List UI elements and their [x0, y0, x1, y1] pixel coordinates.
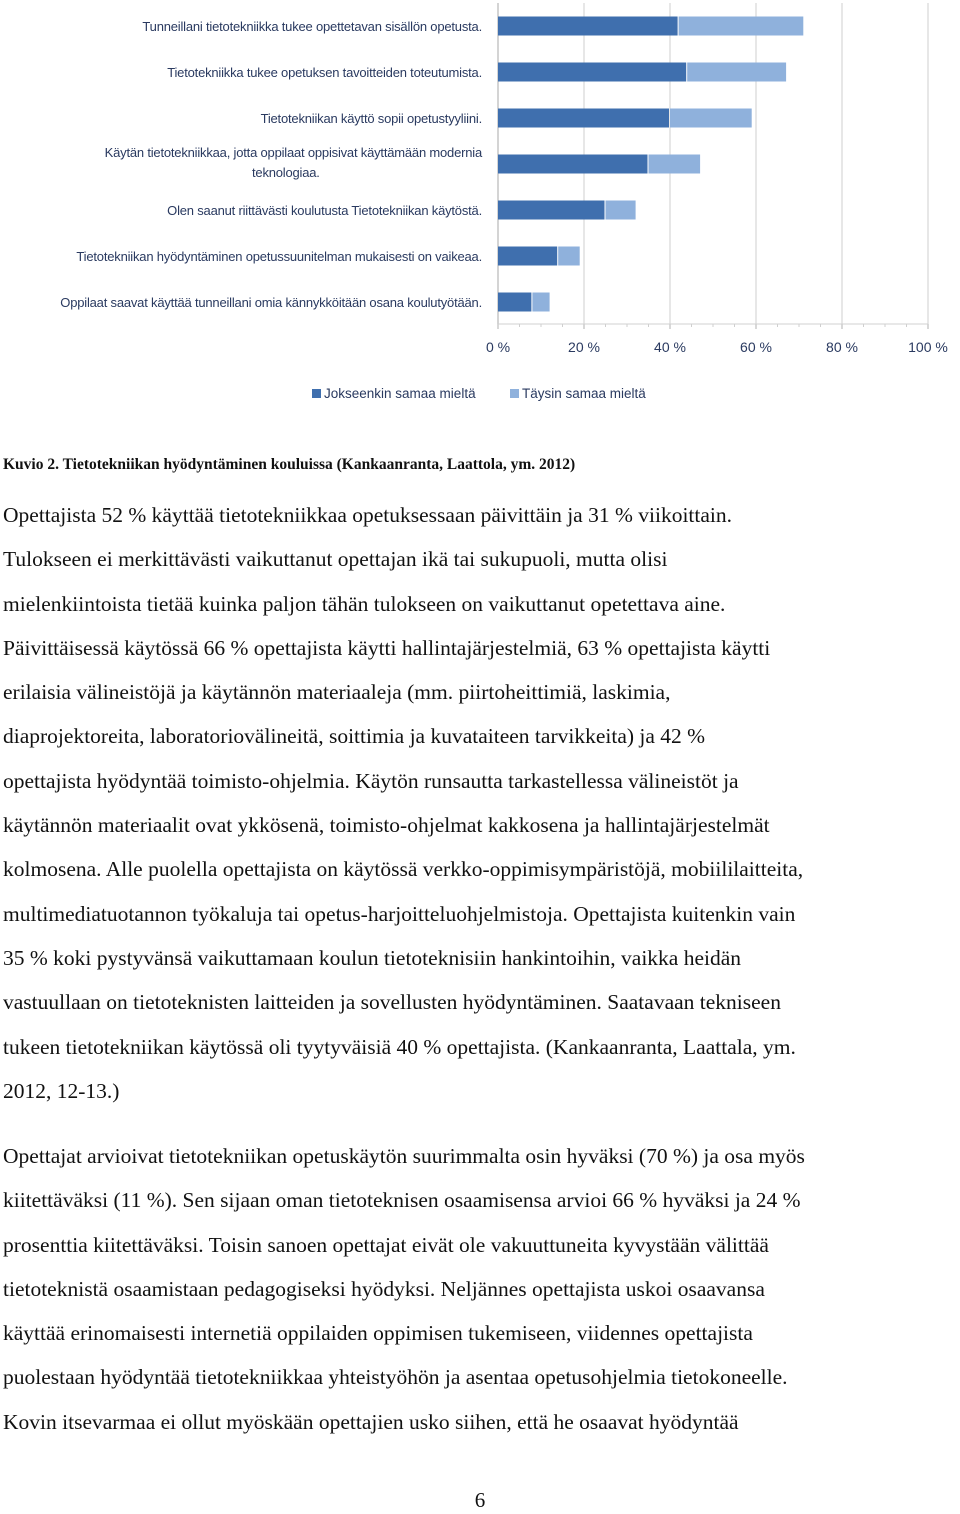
x-tick-label: 40 % [654, 339, 686, 355]
paragraph1-line: tukeen tietotekniikan käytössä oli tyytyväisiä 40 % opettajista. (Kankaanranta, Laattala, ym. [3, 1034, 796, 1059]
legend-label: Jokseenkin samaa mieltä [324, 386, 476, 401]
x-tick-label: 100 % [908, 339, 948, 355]
x-tick-label: 60 % [740, 339, 772, 355]
paragraph1-line: Päivittäisessä käytössä 66 % opettajista käytti hallintajärjestelmiä, 63 % opettajista käytti [3, 635, 771, 660]
paragraph-1 [3, 493, 959, 1113]
bar-jokseenkin [498, 155, 648, 174]
paragraph1-line: multimediatuotannon työkaluja tai opetus-harjoitteluohjelmistoja. Opettajista kuitenkin vain [3, 901, 796, 926]
category-label: Oppilaat saavat käyttää tunneillani omia kännykköitään osana koulutyötään. [60, 295, 482, 310]
bar-taysin [606, 201, 636, 220]
paragraph2-line: käyttää erinomaisesti internetiä oppilaiden oppimisen tukemiseen, viidennes opettajista [3, 1321, 753, 1346]
bar-taysin [679, 17, 804, 36]
bar-jokseenkin [498, 293, 531, 312]
category-label: Tietotekniikan käyttö sopii opetustyyliini. [260, 111, 482, 126]
x-tick-label: 80 % [826, 339, 858, 355]
paragraph1-line: diaprojektoreita, laboratoriovälineitä, soittimia ja kuvataiteen tarvikkeita) ja 42 % [3, 724, 706, 749]
paragraph2-line: tietoteknistä osaamistaan pedagogiseksi hyödyksi. Neljännes opettajista uskoi osaavansa [3, 1276, 765, 1301]
bar-taysin [670, 109, 752, 128]
paragraph2-line: puolestaan hyödyntää tietotekniikkaa yhteistyöhön ja asentaa opetusohjelmia tietokoneelle. [3, 1365, 788, 1390]
paragraph1-line: erilaisia välineistöjä ja käytännön materiaaleja (mm. piirtoheittimiä, laskimia, [3, 680, 671, 705]
x-tick-label: 20 % [568, 339, 600, 355]
paragraph1-line: 2012, 12-13.) [3, 1078, 120, 1103]
bar-taysin [558, 247, 580, 266]
bar-taysin [532, 293, 549, 312]
paragraph1-line: mielenkiintoista tietää kuinka paljon tähän tulokseen on vaikuttanut opetettava aine. [3, 591, 726, 616]
paragraph2-line: Kovin itsevarmaa ei ollut myöskään opettajien usko siihen, että he osaavat hyödyntää [3, 1409, 739, 1434]
category-label: Käytän tietotekniikkaa, jotta oppilaat oppisivat käyttämään modernia [104, 145, 482, 160]
paragraph1-line: vastuullaan on tietoteknisten laitteiden ja sovellusten hyödyntäminen. Saatavaan tekniseen [3, 990, 781, 1015]
paragraph1-line: opettajista hyödyntää toimisto-ohjelmia. Käytön runsautta tarkastellessa välineistöt ja [3, 768, 739, 793]
category-label: Tietotekniikan hyödyntäminen opetussuunitelman mukaisesti on vaikeaa. [76, 249, 482, 264]
bar-taysin [687, 63, 786, 82]
paragraph2-line: kiitettäväksi (11 %). Sen sijaan oman tietoteknisen osaamisensa arvioi 66 % hyväksi ja 24 % [3, 1188, 801, 1213]
survey-bar-chart [0, 0, 960, 420]
paragraph2-line: Opettajat arvioivat tietotekniikan opetuskäytön suurimmalta osin hyväksi (70 %) ja osa myös [3, 1144, 805, 1168]
paragraph2-line: prosenttia kiitettäväksi. Toisin sanoen opettajat eivät ole vakuuttuneita kyvystään välittää [3, 1232, 769, 1257]
paragraph1-line: kolmosena. Alle puolella opettajista on käytössä verkko-oppimisympäristöjä, mobiililaitteita, [3, 857, 804, 882]
paragraph-2 [3, 1134, 959, 1444]
figure-caption: Kuvio 2. Tietotekniikan hyödyntäminen kouluissa (Kankaanranta, Laattola, ym. 2012) [3, 456, 576, 473]
paragraph1-line: käytännön materiaalit ovat ykkösenä, toimisto-ohjelmat kakkosena ja hallintajärjestelmät [3, 813, 770, 838]
legend-label: Täysin samaa mieltä [522, 386, 646, 401]
legend-swatch [312, 389, 321, 398]
page-number: 6 [474, 1488, 486, 1512]
legend-swatch [510, 389, 519, 398]
category-label: Tietotekniikka tukee opetuksen tavoitteiden toteutumista. [167, 65, 482, 80]
bar-jokseenkin [498, 63, 686, 82]
category-label: teknologiaa. [252, 165, 320, 180]
paragraph1-line: 35 % koki pystyvänsä vaikuttamaan koulun tietoteknisiin hankintoihin, vaikka heidän [3, 945, 742, 970]
bar-jokseenkin [498, 201, 605, 220]
paragraph1-line: Tulokseen ei merkittävästi vaikuttanut opettajan ikä tai sukupuoli, mutta olisi [3, 547, 668, 572]
bar-jokseenkin [498, 109, 669, 128]
x-tick-label: 0 % [485, 339, 511, 355]
category-label: Tunneillani tietotekniikka tukee opettetavan sisällön opetusta. [142, 19, 482, 34]
bar-jokseenkin [498, 17, 678, 36]
bar-jokseenkin [498, 247, 557, 266]
bar-taysin [649, 155, 701, 174]
paragraph1-line: Opettajista 52 % käyttää tietotekniikkaa opetuksessaan päivittäin ja 31 % viikoittain. [3, 503, 733, 527]
category-label: Olen saanut riittävästi koulutusta Tietotekniikan käytöstä. [167, 203, 482, 218]
